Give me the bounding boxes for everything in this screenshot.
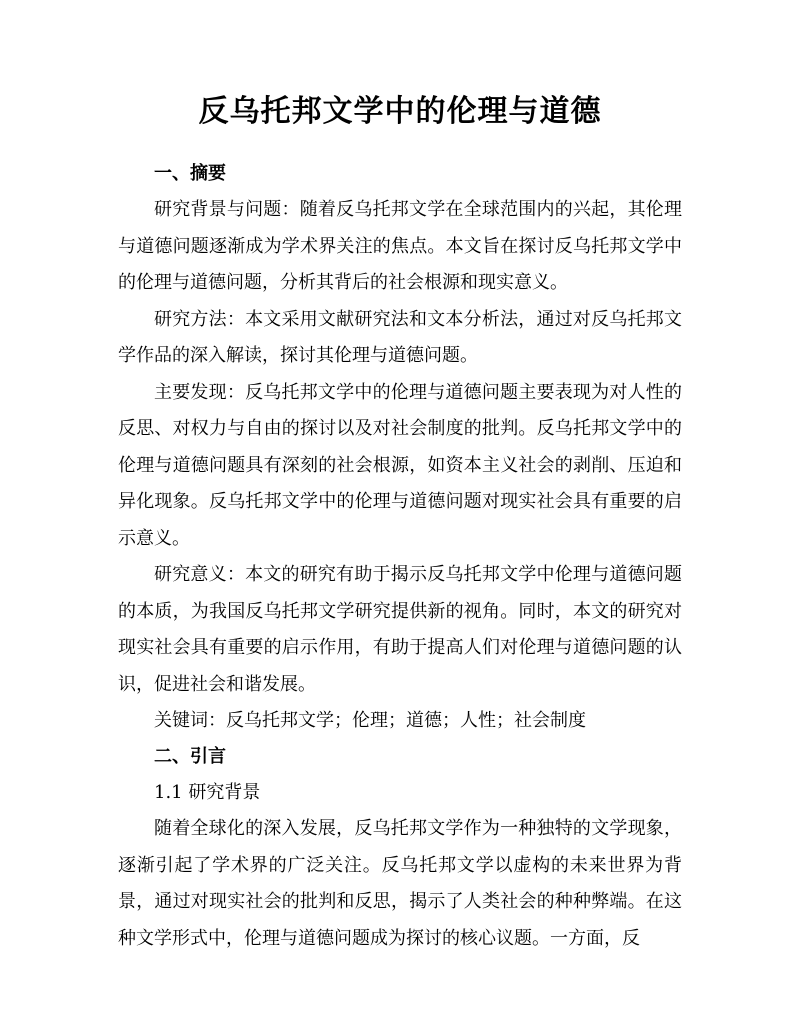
subsection-heading-research-background: 1.1 研究背景 — [154, 782, 261, 803]
abstract-paragraph-background: 研究背景与问题：随着反乌托邦文学在全球范围内的兴起，其伦理与道德问题逐渐成为学术界关注的焦点。本文旨在探讨反乌托邦文学中的伦理与道德问题，分析其背后的社会根源和现实意义。 — [118, 199, 682, 293]
section-heading-abstract: 一、摘要 — [154, 163, 226, 184]
document-title: 反乌托邦文学中的伦理与道德 — [198, 94, 602, 129]
abstract-paragraph-significance: 研究意义：本文的研究有助于揭示反乌托邦文学中伦理与道德问题的本质，为我国反乌托邦文学研究提供新的视角。同时，本文的研究对现实社会具有重要的启示作用，有助于提高人们对伦理与道德问题的认识，促进社会和谐发展。 — [118, 564, 682, 695]
keywords-line: 关键词：反乌托邦文学；伦理；道德；人性；社会制度 — [154, 710, 586, 731]
abstract-paragraph-methods: 研究方法：本文采用文献研究法和文本分析法，通过对反乌托邦文学作品的深入解读，探讨其伦理与道德问题。 — [118, 308, 682, 366]
section-heading-introduction: 二、引言 — [154, 746, 226, 767]
abstract-paragraph-findings: 主要发现：反乌托邦文学中的伦理与道德问题主要表现为对人性的反思、对权力与自由的探讨以及对社会制度的批判。反乌托邦文学中的伦理与道德问题具有深刻的社会根源，如资本主义社会的剥削、压迫和异化现象。反乌托邦文学中的伦理与道德问题对现实社会具有重要的启示意义。 — [118, 381, 682, 549]
introduction-paragraph: 随着全球化的深入发展，反乌托邦文学作为一种独特的文学现象，逐渐引起了学术界的广泛关注。反乌托邦文学以虚构的未来世界为背景，通过对现实社会的批判和反思，揭示了人类社会的种种弊端。在这种文学形式中，伦理与道德问题成为探讨的核心议题。一方面，反 — [118, 818, 682, 949]
